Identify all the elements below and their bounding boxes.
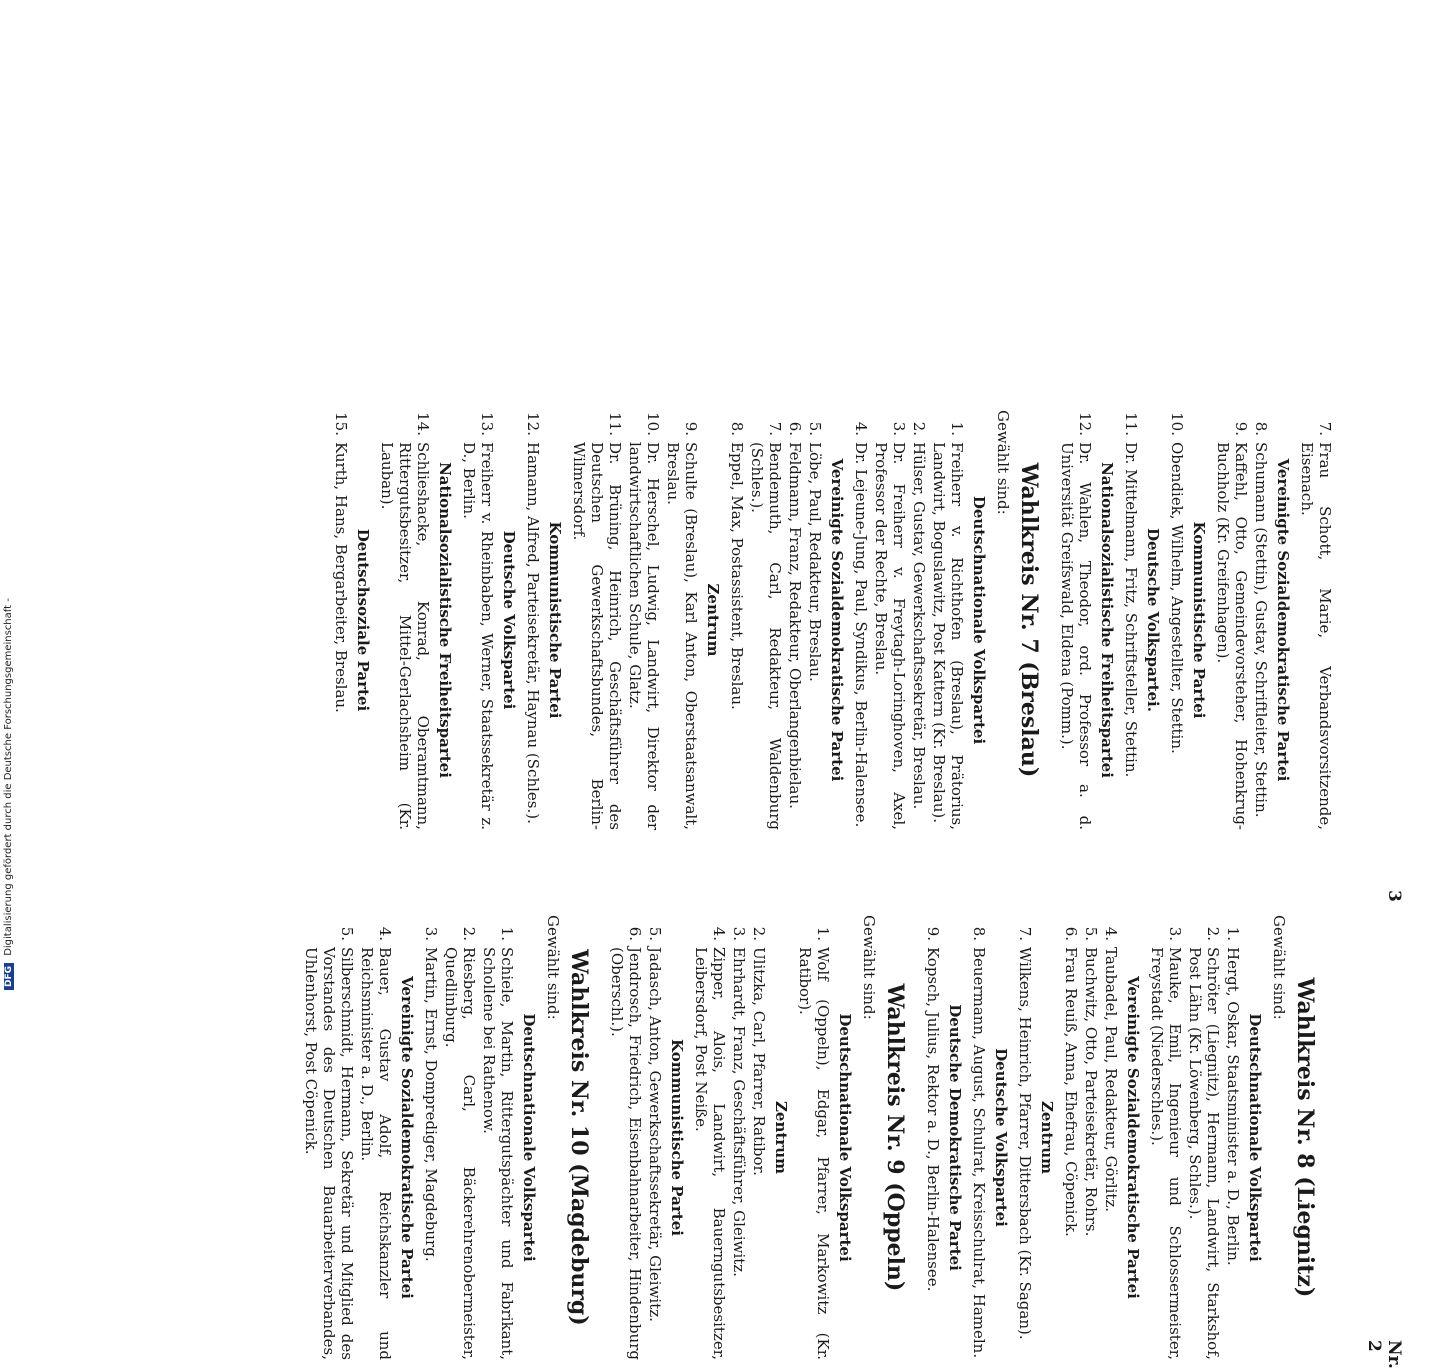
party-heading: Deutsche Volkspartei — [992, 1048, 1010, 1227]
entry-text: Schröter (Liegnitz), Hermann, Landwirt, Starkshof, Post Lähn (Kr. Löwenberg, Schles.). — [1186, 947, 1222, 1360]
entry-number: 1. — [814, 926, 832, 941]
entry-text: Dr. Herschel, Ludwig, Landwirt, Direktor der landwirtschaftlichen Schule, Glatz. — [626, 442, 662, 830]
entry-number: 2. — [910, 421, 928, 436]
member-entry — [1102, 915, 1120, 1360]
entry-text: Kopsch, Julius, Rektor a. D., Berlin-Halensee. — [924, 947, 942, 1292]
wahlkreis-title: Wahlkreis Nr. 9 (Oppeln) — [882, 983, 908, 1292]
entry-text: Buchwitz, Otto, Parteisekretär, Rohrs. — [1082, 947, 1100, 1237]
party-heading: Deutschsoziale Partei — [354, 528, 372, 712]
gewaehlt-label: Gewählt sind: — [1270, 915, 1288, 1020]
party-heading: Kommunistische Partei — [546, 521, 564, 719]
party-heading: Deutsche Volkspartei. — [1144, 528, 1162, 712]
party-heading: Vereinigte Sozialdemokratische Partei — [398, 976, 416, 1299]
entry-number: 9. — [1232, 421, 1250, 436]
member-entry — [1058, 410, 1094, 830]
entry-number: 1. — [1224, 926, 1242, 941]
entry-number: 3. — [422, 926, 440, 941]
entry-text: Dr. Mittelmann, Fritz, Schriftsteller, Stettin. — [1122, 442, 1140, 778]
entry-text: Martin, Ernst, Domprediger, Magdeburg. — [422, 947, 440, 1262]
member-entry — [930, 410, 966, 830]
member-entry — [358, 915, 394, 1360]
entry-text: Löbe, Paul, Redakteur, Breslau. — [806, 442, 824, 682]
member-entry — [1298, 410, 1334, 830]
entry-text: Dr. Brüning, Heinrich, Geschäftsführer des Deutschen Gewerkschaftsbundes, Berlin-Wilmersdorf. — [570, 442, 624, 830]
entry-number: 12. — [1076, 412, 1094, 436]
entry-text: Hülser, Gustav, Gewerkschaftssekretär, Breslau. — [910, 442, 928, 810]
member-entry — [728, 410, 746, 830]
member-entry — [1214, 410, 1250, 830]
member-entry — [626, 410, 662, 830]
entry-text: Hergt, Oskar, Staatsminister a. D., Berlin. — [1224, 947, 1242, 1266]
member-entry — [422, 915, 440, 1360]
entry-number: 7. — [1016, 926, 1034, 941]
member-entry — [1252, 410, 1270, 830]
member-entry — [646, 915, 664, 1360]
entry-text: Bendemuth, Carl, Redakteur, Waldenburg (Schles.). — [748, 442, 784, 830]
entry-number: 4. — [376, 926, 394, 941]
entry-number: 7. — [766, 421, 784, 436]
member-entry — [442, 915, 478, 1360]
party-heading: Kommunistische Partei — [668, 1039, 686, 1236]
gewaehlt-label: Gewählt sind: — [860, 915, 878, 1020]
entry-number: 3. — [1166, 926, 1184, 941]
member-entry — [664, 410, 700, 830]
entry-number: 13. — [478, 412, 496, 436]
dfg-logo: DFG — [4, 963, 14, 990]
entry-number: 11. — [606, 412, 624, 436]
entry-text: Taubadel, Paul, Redakteur, Görlitz. — [1102, 947, 1120, 1213]
wahlkreis-title: Wahlkreis Nr. 10 (Magdeburg) — [566, 949, 592, 1326]
member-entry — [480, 915, 516, 1360]
member-entry — [852, 410, 870, 830]
entry-text: Eppel, Max, Postassistent, Breslau. — [728, 442, 746, 710]
member-entry — [460, 410, 496, 830]
wahlkreis-title: Wahlkreis Nr. 7 (Breslau) — [1016, 462, 1042, 778]
member-entry — [1016, 915, 1034, 1360]
entry-number: 5. — [646, 926, 664, 941]
entry-number: 10. — [644, 412, 662, 436]
gewaehlt-label: Gewählt sind: — [994, 410, 1012, 515]
page-number: 3 — [1384, 890, 1404, 902]
member-entry — [1224, 915, 1242, 1360]
member-entry — [1062, 915, 1080, 1360]
party-heading: Vereinigte Sozialdemokratische Partei — [828, 458, 846, 782]
entry-text: Dr. Wahlen, Theodor, ord. Professor a. d. Universität Greifswald, Eldena (Pomm.). — [1058, 442, 1094, 830]
entry-number: 6. — [1062, 926, 1080, 941]
entry-number: 4. — [852, 421, 870, 436]
member-entry — [796, 915, 832, 1360]
entry-text: Obendiek, Wilhelm, Angestellter, Stettin. — [1168, 442, 1186, 754]
member-entry — [750, 915, 768, 1360]
party-heading: Zentrum — [704, 583, 722, 657]
member-entry — [748, 410, 784, 830]
member-entry — [332, 410, 350, 830]
party-heading: Zentrum — [1038, 1100, 1056, 1174]
entry-number: 1. — [948, 421, 966, 436]
entry-number: 14. — [414, 412, 432, 436]
party-heading: Vereinigte Sozialdemokratische Partei — [1124, 976, 1142, 1299]
entry-text: Kurth, Hans, Bergarbeiter, Breslau. — [332, 442, 350, 713]
member-entry — [786, 410, 804, 830]
entry-number: 1. — [498, 926, 516, 941]
wahlkreis-title: Wahlkreis Nr. 8 (Liegnitz) — [1292, 977, 1318, 1298]
entry-number: 2. — [750, 926, 768, 941]
right-column — [300, 915, 1334, 1360]
entry-number: 9. — [682, 421, 700, 436]
member-entry — [692, 915, 728, 1360]
page-label: Nr. 2 — [1364, 1340, 1404, 1369]
entry-number: 4. — [710, 926, 728, 941]
entry-number: 15. — [332, 412, 350, 436]
member-entry — [1186, 915, 1222, 1360]
entry-number: 6. — [786, 421, 804, 436]
entry-text: Riesberg, Carl, Bäckerehrenobermeister, Quedlinburg. — [442, 947, 478, 1360]
party-heading: Deutschnationale Volkspartei — [1246, 1013, 1264, 1262]
entry-number: 8. — [970, 926, 988, 941]
entry-text: Zipper, Alois, Landwirt, Bauerngutsbesitzer, Leibersdorf, Post Neiße. — [692, 947, 728, 1360]
entry-text: Hamann, Alfred, Parteisekretär, Haynau (Schles.). — [524, 442, 542, 824]
party-heading: Kommunistische Partei — [1190, 521, 1208, 719]
party-heading: Deutsche Demokratische Partei — [946, 1004, 964, 1271]
party-heading: Deutsche Volkspartei — [500, 530, 518, 710]
entry-number: 11. — [1122, 412, 1140, 436]
entry-text: Schiele, Martin, Rittergutspächter und Fabrikant, Schollene bei Rathenow. — [480, 947, 516, 1360]
entry-number: 5. — [806, 421, 824, 436]
party-heading: Nationalsozialistische Freiheitspartei — [436, 462, 454, 778]
party-heading: Nationalsozialistische Freiheitspartei — [1098, 462, 1116, 778]
entry-number: 9. — [924, 926, 942, 941]
member-entry — [1122, 410, 1140, 830]
member-entry — [924, 915, 942, 1360]
entry-text: Silberschmidt, Hermann, Sekretär und Mitglied des Vorstandes des Deutschen Bauarbeiterverbandes, Uhlenhorst, Post Cöpenick. — [302, 947, 356, 1360]
entry-text: Wolf (Oppeln), Edgar, Pfarrer, Markowitz (Kr. Ratibor). — [796, 947, 832, 1360]
entry-number: 5. — [1082, 926, 1100, 941]
entry-text: Dr. Lejeune-Jung, Paul, Syndikus, Berlin-Halensee. — [852, 442, 870, 828]
member-entry — [302, 915, 356, 1360]
entry-text: Freiherr v. Richthofen (Breslau), Prätorius, Landwirt, Boguslawitz, Post Kattern (Kr. Breslau). — [930, 442, 966, 830]
entry-text: Frau Schott, Marie, Verbandsvorsitzende, Eisenach. — [1298, 442, 1334, 830]
entry-text: Ulitzka, Carl, Pfarrer, Ratibor. — [750, 947, 768, 1176]
member-entry — [1168, 410, 1186, 830]
party-heading: Vereinigte Sozialdemokratische Partei — [1274, 458, 1292, 782]
entry-number: 7. — [1316, 421, 1334, 436]
entry-number: 3. — [890, 421, 908, 436]
funding-note-text: Digitalisierung gefördert durch die Deutsche Forschungsgemeinschaft - — [3, 598, 14, 956]
entry-text: Beuermann, August, Schulrat, Kreisschulrat, Hameln. — [970, 947, 988, 1359]
member-entry — [1148, 915, 1184, 1360]
entry-number: 2. — [460, 926, 478, 941]
entry-number: 8. — [728, 421, 746, 436]
party-heading: Deutschnationale Volkspartei — [836, 1013, 854, 1262]
entry-text: Jendrosch, Friedrich, Eisenbahnarbeiter, Hindenburg (Oberschl.). — [608, 947, 644, 1360]
member-entry — [378, 410, 432, 830]
entry-text: Ehrhardt, Franz, Geschäftsführer, Gleiwitz. — [730, 947, 748, 1277]
entry-text: Dr. Freiherr v. Freytagh-Loringhoven, Axel, Professor der Rechte, Breslau. — [872, 442, 908, 830]
entry-text: Jadasch, Anton, Gewerkschaftssekretär, Gleiwitz. — [646, 947, 664, 1322]
funding-note — [0, 390, 14, 990]
member-entry — [872, 410, 908, 830]
party-heading: Zentrum — [772, 1100, 790, 1174]
entry-text: Wilkens, Heinrich, Pfarrer, Dittersbach (Kr. Sagan). — [1016, 947, 1034, 1340]
entry-text: Schulte (Breslau), Karl Anton, Oberstaatsanwalt, Breslau. — [664, 442, 700, 830]
entry-text: Feldmann, Franz, Redakteur, Oberlangenbielau. — [786, 442, 804, 809]
entry-number: 2. — [1204, 926, 1222, 941]
left-column — [330, 410, 1334, 830]
member-entry — [910, 410, 928, 830]
member-entry — [608, 915, 644, 1360]
entry-text: Schlieshacke, Konrad, Oberamtmann, Rittergutsbesitzer, Mittel-Gerlachsheim (Kr. Lauban). — [378, 442, 432, 830]
entry-number: 3. — [730, 926, 748, 941]
entry-text: Bauer, Gustav Adolf, Reichskanzler und Reichsminister a. D., Berlin. — [358, 947, 394, 1360]
entry-text: Schumann (Stettin), Gustav, Schriftleiter, Stettin. — [1252, 442, 1270, 818]
member-entry — [730, 915, 748, 1360]
entry-text: Kaffehl, Otto, Gemeindevorsteher, Hohenkrug-Buchholz (Kr. Greifenhagen). — [1214, 442, 1250, 830]
party-heading: Deutschnationale Volkspartei — [970, 495, 988, 745]
member-entry — [970, 915, 988, 1360]
gewaehlt-label: Gewählt sind: — [544, 915, 562, 1020]
member-entry — [806, 410, 824, 830]
entry-text: Frau Reuiß, Anna, Ehefrau, Cöpenick. — [1062, 947, 1080, 1237]
member-entry — [524, 410, 542, 830]
entry-number: 8. — [1252, 421, 1270, 436]
member-entry — [1082, 915, 1100, 1360]
entry-number: 5. — [338, 926, 356, 941]
entry-text: Freiherr v. Rheinbaben, Werner, Staatssekretär z. D., Berlin. — [460, 442, 496, 830]
member-entry — [570, 410, 624, 830]
entry-number: 4. — [1102, 926, 1120, 941]
party-heading: Deutschnationale Volkspartei — [520, 1013, 538, 1262]
entry-number: 10. — [1168, 412, 1186, 436]
entry-number: 12. — [524, 412, 542, 436]
entry-text: Mauke, Emil, Ingenieur und Schlossermeister, Freystadt (Niederschles.). — [1148, 947, 1184, 1360]
entry-number: 6. — [626, 926, 644, 941]
